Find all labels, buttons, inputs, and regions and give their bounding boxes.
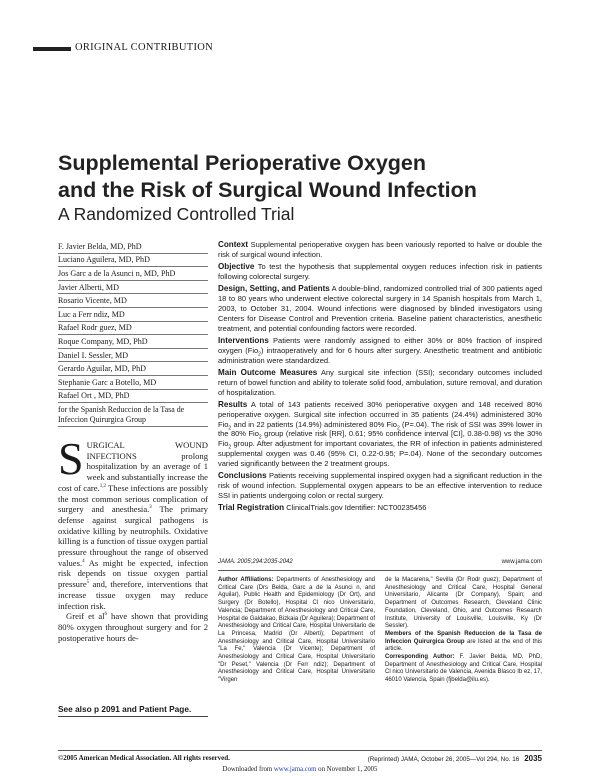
article-title [58,150,538,204]
footer-citation: (Reprinted) JAMA, October 26, 2005—Vol 294, No. 16 2035 [367,754,542,763]
title-line-1: Supplemental Perioperative Oxygen [58,151,427,175]
intro-mid: These infections are possibly the most common serious complication of surgery and anesthesia. [58,482,209,515]
intro-lead: URGICAL WOUND INFECTIONS prolong hospitalization by an average of 1 week and substantially increase the cost of care. [58,440,208,493]
see-also-link[interactable]: See also p 2091 and Patient Page. [58,704,192,714]
page-number: 2035 [524,754,542,763]
abstract-context: Context Supplemental perioperative oxygen has been variously reported to halve or double the risk of surgical wound infection. [218,240,542,259]
author: Daniel I. Sessler, MD [58,349,208,363]
citation-row [218,556,542,571]
abstract-results: Results A total of 143 patients received 30% perioperative oxygen and 148 received 80% perioperative oxygen. Surgical site infection occurred in 35 patients (24.4%) administered 30% Fio$_2$ and in 22 patients (14.9%) administered 80% Fio$_2$ (P=.04). The risk of SSI was 39% lower in the 80% Fio$_2$ group (relative risk [RR], 0.61; 95% confidence interval [CI], 0.38-0.98) vs the 30% Fio$_2$ group. After adjustment for important covariates, the RR of infection in patients administered supplemental oxygen was 0.46 (95% CI, 0.22-0.95; P=.04). None of the secondary outcomes varied significantly between the 2 treatment groups. [218,399,543,468]
ref: 3 [149,505,152,511]
abstract-conclusions: Conclusions Patients receiving supplemental inspired oxygen had a significant reduction in the risk of wound infection. Supplemental oxygen appears to be an effective intervention to reduce SSI in patients undergoing colon or rectal surgery. [218,471,542,500]
author: Rosario Vicente, MD [58,294,208,308]
section-label [33,42,223,56]
footer-divider [58,750,542,751]
section-bar [33,47,71,51]
study-group: for the Spanish Reduccion de la Tasa de Infeccion Quirurgica Group [58,403,208,427]
author: F. Javier Belda, MD, PhD [58,240,208,254]
author: Roque Company, MD, PhD [58,335,208,349]
author: Gerardo Aguilar, MD, PhD [58,362,208,376]
citation: JAMA. 2005;294:2035-2042 [218,559,293,565]
author: Jos Garc a de la Asunci n, MD, PhD [58,267,208,281]
ref: 4 [82,558,85,564]
title-line-2: and the Risk of Surgical Wound Infection [58,178,477,202]
intro-tail-2: As might be expected, infection risk depends on tissue oxygen partial pressure [58,557,208,590]
abstract-outcomes: Main Outcome Measures Any surgical site infection (SSI); secondary outcomes included return of bowel function and ability to tolerate solid food, ambulation, suture removal, and duration of hospitalization. [218,367,542,397]
intro-tail: The primary defense against surgical pathogens is oxidative killing by neutrophils. Oxidative killing is a function of tissue oxygen partial pressure throughout the range of observed values. [58,504,208,568]
divider [58,716,208,717]
abstract [218,240,542,515]
author-affiliations: Author Affiliations: Departments of Anesthesiology and Critical Care (Drs Belda, Garc a de la Asunci n, and Aguilar), Public Health and Epidemiology (Dr Ort), and Surgery (Dr Botello), Hospital Cl nico Universitario, Valencia; Department of Anesthesiology and Critical Care, Hospital de Galdakao, Bizkaia (Dr Aguilera); Department of Anesthesiology and Critical Care, Hospital Universitario de La Princesa, Madrid (Dr Alberti); Department of Anesthesiology and Critical Care, Hospital Universitario "La Fe," Valencia (Dr Vicente); Department of Anesthesiology and Critical Care, Hospital Universitario "Dr Peset," Valencia (Dr Ferr ndiz); Department of Anesthesiology and Critical Care, Hospital Universitario "Virgen [218,577,375,684]
author-list [58,240,208,427]
abstract-registration: Trial Registration ClinicalTrials.gov Identifier: NCT00235456 [218,503,427,513]
intro-p2-text: have shown that providing 80% oxygen throughout surgery and for 2 postoperative hours de- [58,611,208,643]
author: Stephanie Garc a Botello, MD [58,376,208,390]
abstract-design: Design, Setting, and Patients A double-blind, randomized controlled trial of 300 patients aged 18 to 80 years who underwent elective colorectal surgery in 14 Spanish hospitals from March 1, 2003, to October 31, 2004. Wound infections were diagnosed by blinded investigators using Centers for Disease Control and Prevention criteria. Baseline patient characteristics, anesthetic treatment, and potential confounding factors were recorded. [218,284,542,333]
author: Luciano Aguilera, MD, PhD [58,254,208,268]
intro-p2-lead: Greif et al [66,611,105,622]
ref: 6 [104,612,108,618]
abstract-objective: Objective To test the hypothesis that supplemental oxygen reduces infection risk in patients following colorectal surgery. [218,262,542,281]
section-label-text: ORIGINAL CONTRIBUTION [75,42,214,53]
ref: 5 [86,580,90,586]
abstract-interventions: Interventions Patients were randomly assigned to either 30% or 80% fraction of inspired oxygen (Fio$_2$) intraoperatively and for 6 hours after surgery. Anesthetic treatment and antibiotic administration were standardized. [218,335,543,365]
intro-text [58,433,209,643]
intro-end: and, therefore, interventions that increase tissue oxygen may reduce infection risk. [58,579,208,611]
article-subtitle: A Randomized Controlled Trial [58,204,295,224]
drop-cap: S [58,433,84,484]
intro-paragraph-2 [58,611,208,643]
copyright: ©2005 American Medical Association. All rights reserved. [58,754,230,762]
author: Rafael Rodr guez, MD [58,322,208,336]
website-link[interactable]: www.jama.com [501,559,542,565]
download-notice: Downloaded from www.jama.com on November 1, 2005 [222,766,378,773]
author: Javier Alberti, MD [58,281,208,295]
affiliations-continued: de la Macarena," Sevilla (Dr Rodr guez); Department of Anesthesiology and Critical Care, Hospital General Universitario, Alicante (Dr Company), Spain; and Department of Outcomes Research, Cleveland Clinic Foundation, Cleveland, Ohio, and Outcomes Research Institute, University of Louisville, Louisville, Ky (Dr Sessler). Members of the Spanish Reduccion de la Tasa de Infeccion Quirurgica Group are listed at the end of this article. Corresponding Author: F. Javier Belda, MD, PhD, Department of Anesthesiology and Critical Care, Hospital Cl nico Universitario de Valencia, Avenida Blasco Ib ez, 17, 46010 Valencia, Spain (fjbelda@ilu.es). [385,577,542,684]
download-link[interactable]: www.jama.com [273,766,317,773]
author: Luc a Ferr ndiz, MD [58,308,208,322]
author: Rafael Ort , MD, PhD [58,390,208,404]
ref: 1,2 [99,483,107,489]
